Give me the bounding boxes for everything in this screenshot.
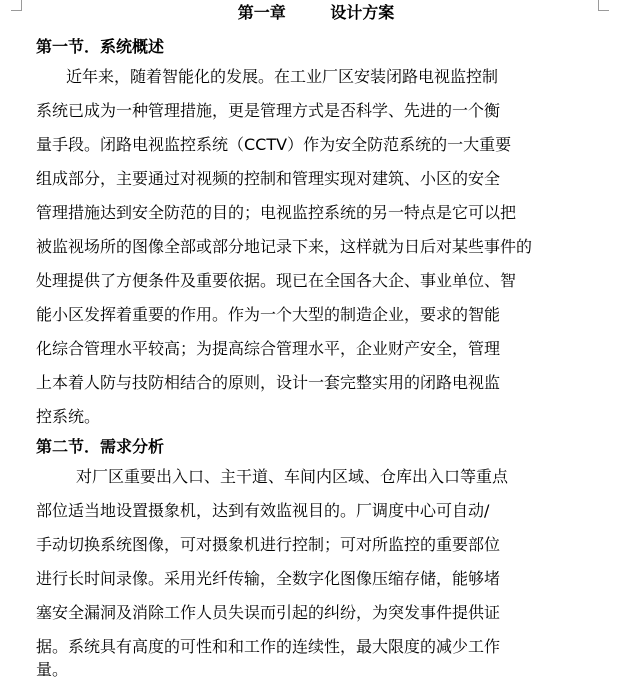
paragraph-line: 近年来，随着智能化的发展。在工业厂区安装闭路电视监控制 [66,67,499,86]
paragraph-line: 量手段。闭路电视监控系统（CCTV）作为安全防范系统的一大重要 [36,135,512,154]
paragraph-line: 控系统。 [36,407,101,426]
paragraph-line: 进行长时间录像。采用光纤传输，全数字化图像压缩存储，能够堵 [36,569,501,588]
paragraph-line: 处理提供了方便条件及重要依据。现已在全国各大企、事业单位、智 [36,271,517,290]
paragraph-line: 手动切换系统图像，可对摄象机进行控制；可对所监控的重要部位 [36,535,501,554]
paragraph-line: 上本着人防与技防相结合的原则，设计一套完整实用的闭路电视监 [36,373,501,392]
paragraph-line: 组成部分，主要通过对视频的控制和管理实现对建筑、小区的安全 [36,169,501,188]
paragraph-line: 被监视场所的图像全部或部分地记录下来，这样就为日后对某些事件的 [36,237,533,256]
paragraph-line: 系统已成为一种管理措施，更是管理方式是否科学、先进的一个衡 [36,101,501,120]
paragraph-line: 量。 [36,660,69,679]
paragraph-line: 能小区发挥着重要的作用。作为一个大型的制造企业，要求的智能 [36,305,501,324]
section-heading-overview: 第一节．系统概述 [36,37,165,56]
paragraph-line: 据。系统具有高度的可性和和工作的连续性，最大限度的减少工作 [36,637,501,656]
paragraph-line: 化综合管理水平较高；为提高综合管理水平，企业财产安全，管理 [36,339,501,358]
paragraph-line: 管理措施达到安全防范的目的；电视监控系统的另一特点是它可以把 [36,203,517,222]
section-heading-requirements: 第二节．需求分析 [36,437,165,456]
paragraph-line: 对厂区重要出入口、主干道、车间内区域、仓库出入口等重点 [76,467,509,486]
chapter-title: 第一章 设计方案 [237,3,395,22]
paragraph-line: 塞安全漏洞及消除工作人员失误而引起的纠纷，为突发事件提供证 [36,603,501,622]
paragraph-line: 部位适当地设置摄象机，达到有效监视目的。厂调度中心可自动/ [36,501,490,520]
